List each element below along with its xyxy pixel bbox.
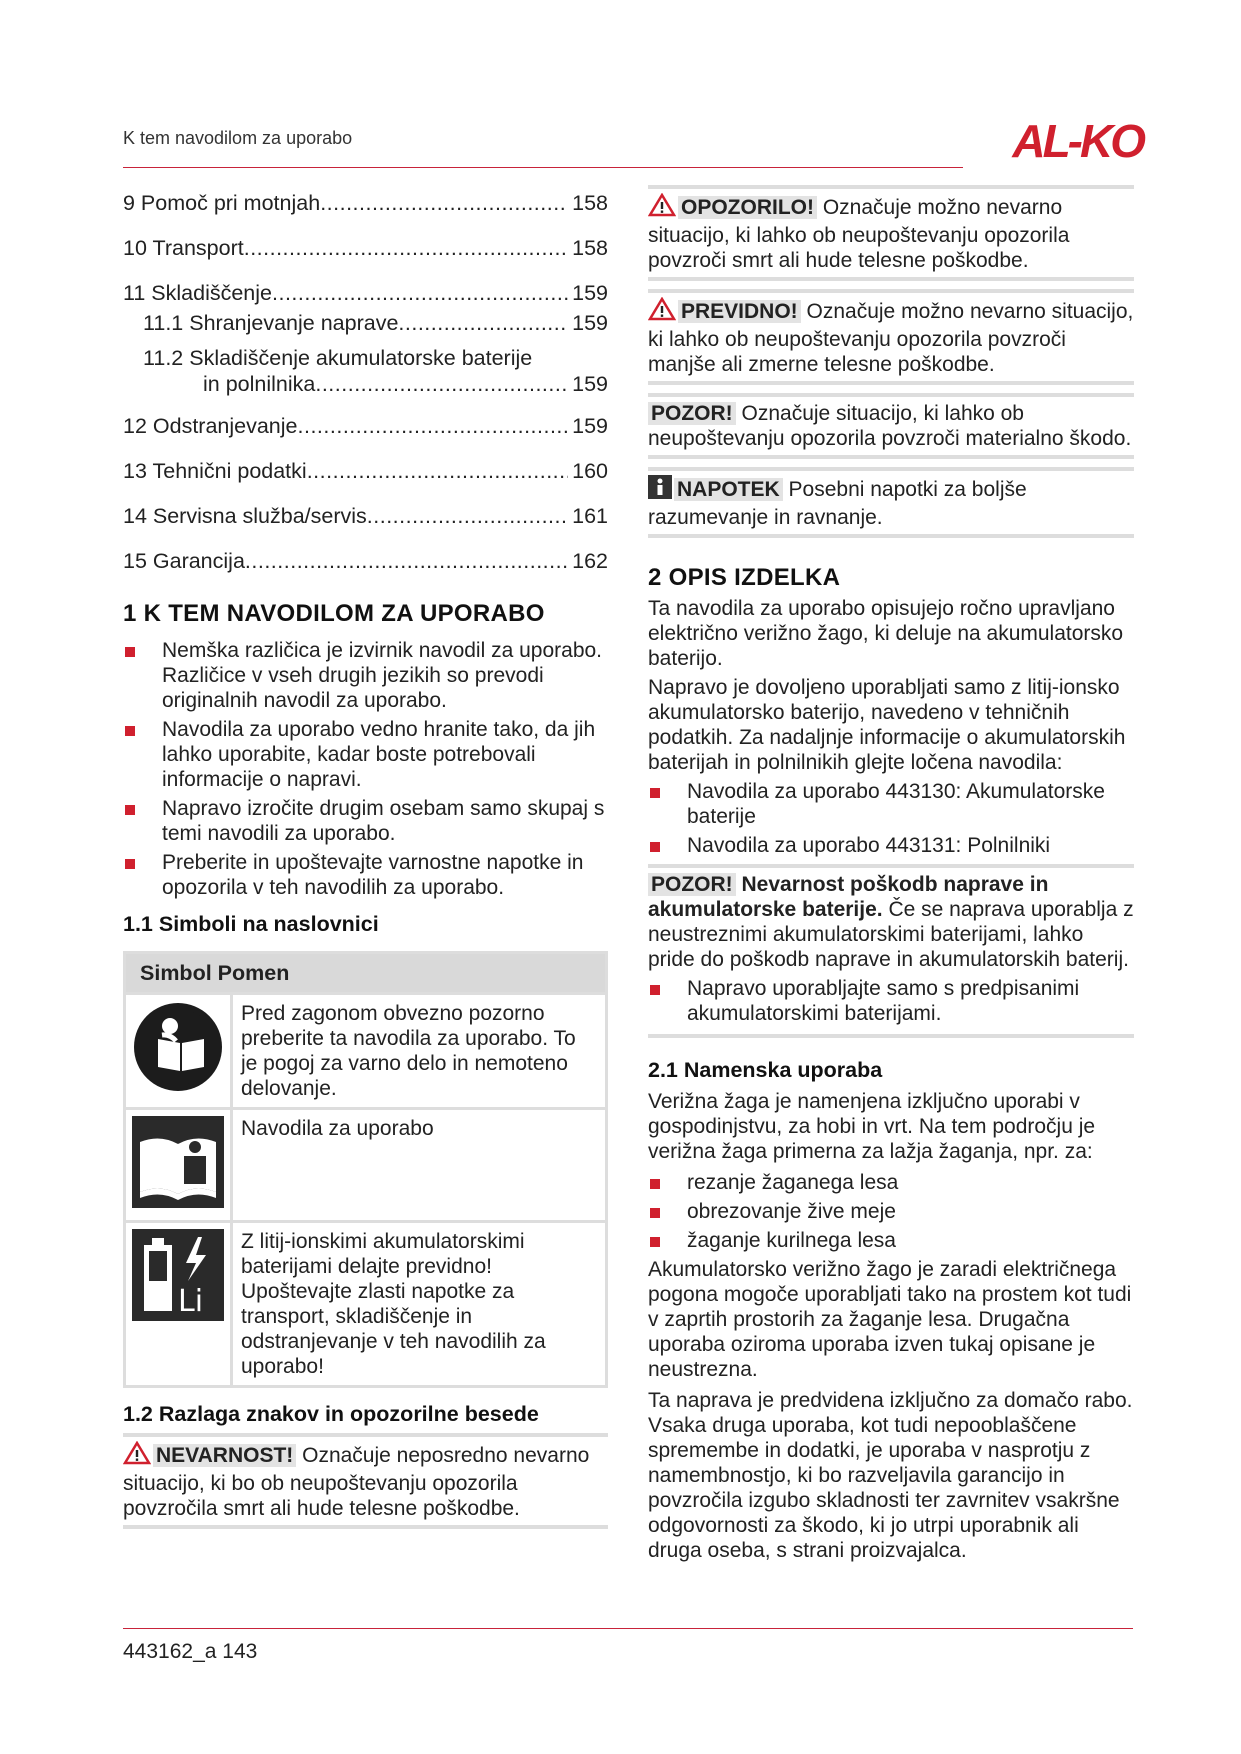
toc-entry[interactable]: 14 Servisna služba/servis ..... 161 bbox=[123, 503, 608, 529]
section-2-title: 2 OPIS IZDELKA bbox=[648, 564, 841, 591]
danger-text: Označuje neposredno nevarno situacijo, ki bo ob neupoštevanju opozorila povzročila smrt ali hude telesne poškodbe. bbox=[123, 1444, 590, 1520]
read-manual-icon bbox=[132, 1001, 224, 1093]
list-item: Navodila za uporabo 443130: Akumulatorske baterije bbox=[648, 779, 1134, 829]
warning-triangle-icon bbox=[123, 1441, 151, 1471]
intended-use-bullets bbox=[648, 1170, 1134, 1253]
table-row bbox=[125, 1109, 607, 1222]
symbol-meaning: Navodila za uporabo bbox=[232, 1109, 607, 1222]
right-column bbox=[648, 185, 1134, 1563]
paragraph: Ta naprava je predvidena izključno za domačo rabo. Vsaka druga uporaba, kot tudi nepooblaščene spremembe in dodatki, je uporaba v nasprotju z namembnostjo, ki bo razveljavila garancijo in povzročila izgubo skladnosti ter zavrnitev vsakršne odgovornosti za škodo, ki jo utrpi uporabnik ali druga oseba, s strani proizvajalca. bbox=[648, 1389, 1133, 1562]
toc-entry[interactable]: 15 Garancija ..... 162 bbox=[123, 548, 608, 574]
page-header-title: K tem navodilom za uporabo bbox=[123, 128, 353, 148]
alko-logo: AL-KO bbox=[1012, 115, 1143, 167]
table-of-contents bbox=[123, 190, 608, 574]
pozor-notice: POZOR! Označuje situacijo, ki lahko ob neupoštevanju opozorila povzroči materialno škodo. bbox=[648, 393, 1134, 459]
table-row bbox=[125, 994, 607, 1109]
section-1-title: 1 K TEM NAVODILOM ZA UPORABO bbox=[123, 600, 545, 627]
danger-notice bbox=[123, 1433, 608, 1529]
list-item: Napravo izročite drugim osebam samo skupaj s temi navodili za uporabo. bbox=[123, 796, 608, 846]
paragraph: Napravo je dovoljeno uporabljati samo z litij-ionsko akumulatorsko baterijo, navedeno v tehničnih podatkih. Za nadaljnje informacije o akumulatorskih baterijah in polnilnikih glejte ločena navodila: bbox=[648, 676, 1126, 774]
toc-entry[interactable]: 11 Skladiščenje ..... 159 bbox=[123, 280, 608, 306]
header-rule bbox=[123, 167, 963, 168]
pozor-battery-notice: POZOR! Nevarnost poškodb naprave in akumulatorske baterije. Če se naprava uporablja z neustreznimi akumulatorskimi baterijami, lahko pride do poškodb naprave in akumulatorskih baterij. Napravo uporabljajte samo s predpisanimi akumulatorskimi baterijami. bbox=[648, 864, 1134, 1038]
list-item: Napravo uporabljajte samo s predpisanimi akumulatorskimi baterijami. bbox=[648, 976, 1134, 1026]
symbol-meaning: Z litij-ionskimi akumulatorskimi baterijami delajte previdno! Upoštevajte zlasti napotke za transport, skladiščenje in odstranjevanje v teh navodilih za uporabo! bbox=[232, 1222, 607, 1387]
toc-entry[interactable]: 10 Transport ..... 158 bbox=[123, 235, 608, 261]
warning-triangle-icon bbox=[648, 193, 676, 223]
paragraph: Akumulatorsko verižno žago je zaradi električnega pogona mogoče uporabljati tako na prostem kot tudi v zaprtih prostorih za žaganje lesa. Drugačna uporaba oziroma uporaba izven tukaj opisane je neustrezna. bbox=[648, 1258, 1132, 1381]
section-2-bullets bbox=[648, 779, 1134, 858]
list-item: Preberite in upoštevajte varnostne napotke in opozorila v teh navodilih za uporabo. bbox=[123, 850, 608, 900]
list-item: obrezovanje žive meje bbox=[648, 1199, 1134, 1224]
list-item: Navodila za uporabo vedno hranite tako, da jih lahko uporabite, kadar boste potrebovali informacije o napravi. bbox=[123, 717, 608, 792]
subsection-1-2-title: 1.2 Razlaga znakov in opozorilne besede bbox=[123, 1402, 539, 1426]
warning-triangle-icon bbox=[648, 297, 676, 327]
lithium-battery-icon bbox=[132, 1229, 224, 1321]
subsection-2-1-title: 2.1 Namenska uporaba bbox=[648, 1058, 883, 1082]
list-item: Navodila za uporabo 443131: Polnilniki bbox=[648, 833, 1134, 858]
list-item: žaganje kurilnega lesa bbox=[648, 1228, 1134, 1253]
toc-entry[interactable]: in polnilnika ..... 159 bbox=[123, 371, 608, 397]
toc-entry[interactable]: 12 Odstranjevanje ..... 159 bbox=[123, 413, 608, 439]
paragraph: Verižna žaga je namenjena izključno uporabi v gospodinjstvu, za hobi in vrt. Na tem področju je verižna žaga primerna za lažja žaganja, npr. za: bbox=[648, 1090, 1096, 1163]
section-1-bullets bbox=[123, 638, 608, 900]
opozorilo-notice: OPOZORILO! Označuje možno nevarno situacijo, ki lahko ob neupoštevanju opozorila povzroči smrt ali hude telesne poškodbe. bbox=[648, 185, 1134, 281]
toc-entry-label: 11.2 Skladiščenje akumulatorske baterije bbox=[143, 346, 533, 370]
page-footer: 443162_a 143 bbox=[123, 1640, 258, 1663]
list-item: rezanje žaganega lesa bbox=[648, 1170, 1134, 1195]
table-row bbox=[125, 1222, 607, 1387]
toc-entry[interactable]: 9 Pomoč pri motnjah ..... 158 bbox=[123, 190, 608, 216]
manual-info-icon bbox=[132, 1116, 224, 1208]
paragraph: Ta navodila za uporabo opisujejo ročno upravljano električno verižno žago, ki deluje na akumulatorsko baterijo. bbox=[648, 597, 1124, 670]
symbols-table-header: Simbol Pomen bbox=[125, 953, 607, 994]
footer-rule bbox=[123, 1628, 1133, 1629]
symbol-meaning: Pred zagonom obvezno pozorno preberite ta navodila za uporabo. To je pogoj za varno delo in nemoteno delovanje. bbox=[232, 994, 607, 1109]
subsection-1-1-title: 1.1 Simboli na naslovnici bbox=[123, 912, 379, 936]
toc-entry[interactable]: 13 Tehnični podatki ..... 160 bbox=[123, 458, 608, 484]
svg-text:Li: Li bbox=[178, 1284, 204, 1319]
napotek-notice: NAPOTEK Posebni napotki za boljše razumevanje in ravnanje. bbox=[648, 467, 1134, 538]
left-column bbox=[123, 190, 608, 1529]
symbols-table bbox=[123, 951, 608, 1388]
danger-tag: NEVARNOST! bbox=[153, 1444, 296, 1467]
toc-entry[interactable]: 11.1 Shranjevanje naprave ..... 159 bbox=[123, 310, 608, 336]
previdno-notice: PREVIDNO! Označuje možno nevarno situacijo, ki lahko ob neupoštevanju opozorila povzroči manjše ali zmerne telesne poškodbe. bbox=[648, 289, 1134, 385]
list-item: Nemška različica je izvirnik navodil za uporabo. Različice v vseh drugih jezikih so prevodi originalnih navodil za uporabo. bbox=[123, 638, 608, 713]
info-icon bbox=[648, 475, 672, 505]
